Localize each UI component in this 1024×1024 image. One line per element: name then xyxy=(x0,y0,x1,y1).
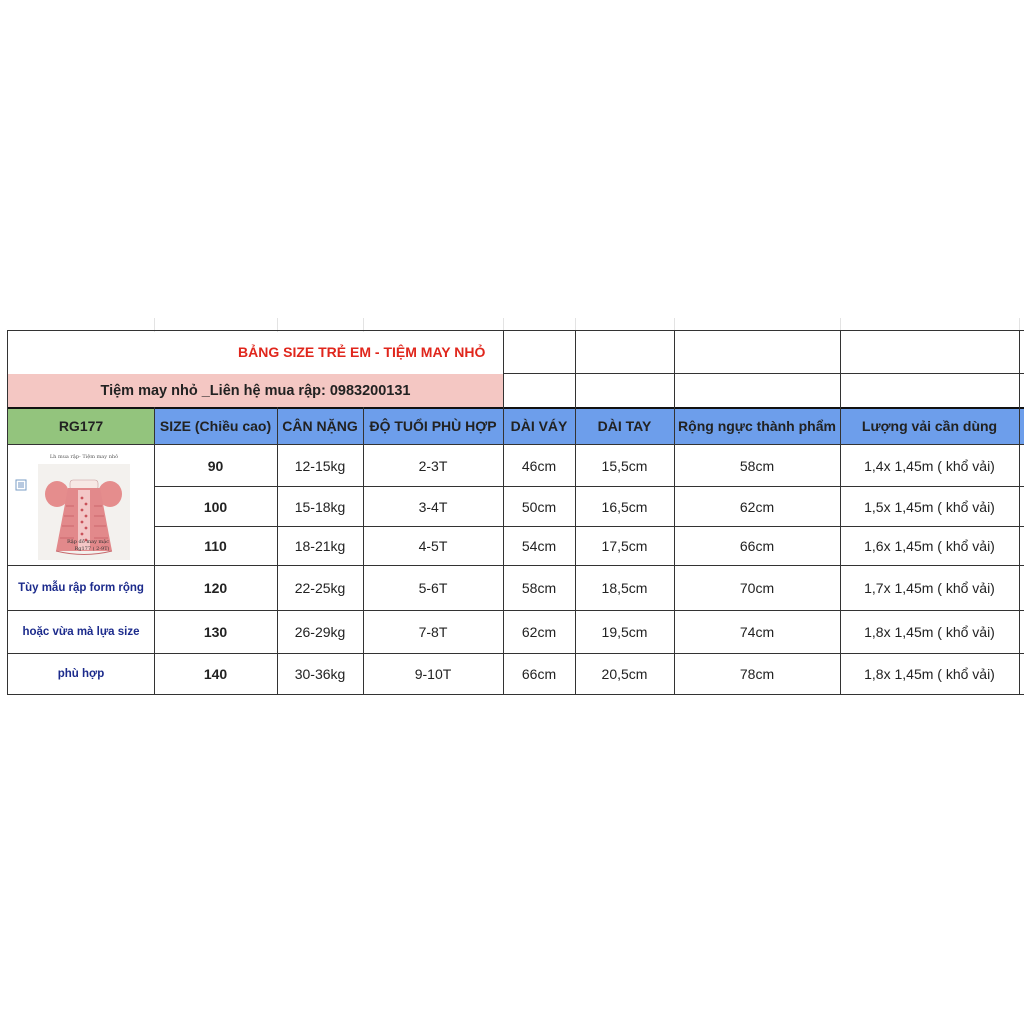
border xyxy=(277,407,278,695)
note-line-3: phù hợp xyxy=(57,668,105,680)
cell-weight[interactable]: 30-36kg xyxy=(294,666,346,682)
note-line-2: hoặc vừa mà lựa size xyxy=(22,626,140,638)
cell-age[interactable]: 7-8T xyxy=(418,624,448,640)
cell-age[interactable]: 9-10T xyxy=(414,666,452,682)
cell-sleeve-length[interactable]: 20,5cm xyxy=(601,666,648,682)
contact-cell[interactable]: Tiệm may nhỏ _Liên hệ mua rập: 0983200131 xyxy=(8,374,503,408)
cell-size[interactable]: 130 xyxy=(203,624,228,640)
cell-weight[interactable]: 18-21kg xyxy=(294,538,346,554)
cell-size[interactable]: 140 xyxy=(203,666,228,682)
cell-sleeve-length[interactable]: 17,5cm xyxy=(601,538,648,554)
cell-dress-length[interactable]: 54cm xyxy=(521,538,557,554)
cell-fabric[interactable]: 1,4x 1,45m ( khổ vải) xyxy=(864,457,995,474)
cell-chest[interactable]: 78cm xyxy=(739,666,775,682)
table-title: BẢNG SIZE TRẺ EM - TIỆM MAY NHỎ xyxy=(238,344,486,360)
border xyxy=(503,330,504,695)
cell-chest[interactable]: 74cm xyxy=(739,624,775,640)
cell-chest[interactable]: 62cm xyxy=(739,498,775,515)
header-size[interactable]: SIZE (Chiều cao) xyxy=(154,408,277,444)
border xyxy=(363,407,364,695)
header-overflow xyxy=(1020,408,1024,444)
border xyxy=(674,330,675,695)
cell-chest[interactable]: 66cm xyxy=(739,538,775,554)
cell-sleeve-length[interactable]: 18,5cm xyxy=(601,580,648,596)
cell-dress-length[interactable]: 50cm xyxy=(521,498,557,515)
border xyxy=(8,407,1024,409)
cell-weight[interactable]: 22-25kg xyxy=(294,580,346,596)
image-caption-code: Rg177 ( 2-9T) xyxy=(74,546,110,552)
border xyxy=(8,610,1024,611)
border xyxy=(8,444,1024,445)
cell-fabric[interactable]: 1,7x 1,45m ( khổ vải) xyxy=(864,580,995,596)
cell-size[interactable]: 90 xyxy=(207,457,224,474)
cell-chest[interactable]: 70cm xyxy=(739,580,775,596)
border xyxy=(8,653,1024,654)
border xyxy=(154,526,1024,527)
cell-weight[interactable]: 15-18kg xyxy=(294,498,346,515)
cell-dress-length[interactable]: 62cm xyxy=(521,624,557,640)
cell-fabric[interactable]: 1,5x 1,45m ( khổ vải) xyxy=(864,498,995,515)
border xyxy=(7,330,8,695)
border xyxy=(154,486,1024,487)
cell-dress-length[interactable]: 66cm xyxy=(521,666,557,682)
header-age[interactable]: ĐỘ TUỔI PHÙ HỢP xyxy=(363,408,503,444)
cell-weight[interactable]: 26-29kg xyxy=(294,624,346,640)
header-fabric[interactable]: Lượng vải cần dùng xyxy=(840,408,1019,444)
border xyxy=(8,694,1024,695)
header-sleeve-length[interactable]: DÀI TAY xyxy=(575,408,674,444)
cell-dress-length[interactable]: 46cm xyxy=(521,457,557,474)
cell-age[interactable]: 4-5T xyxy=(418,538,448,554)
note-line-1: Tùy mẫu rập form rộng xyxy=(18,582,144,594)
product-image xyxy=(8,446,154,564)
product-code[interactable]: RG177 xyxy=(8,408,154,444)
border xyxy=(8,565,1024,566)
cell-fabric[interactable]: 1,8x 1,45m ( khổ vải) xyxy=(864,624,995,640)
cell-size[interactable]: 120 xyxy=(203,580,228,596)
cell-weight[interactable]: 12-15kg xyxy=(294,457,346,474)
image-caption-bottom: Rập đồ may mặc xyxy=(66,539,110,545)
header-weight[interactable]: CÂN NẶNG xyxy=(277,408,363,444)
cell-age[interactable]: 3-4T xyxy=(418,498,448,515)
border xyxy=(8,330,1024,331)
header-chest[interactable]: Rộng ngực thành phẩm xyxy=(674,408,840,444)
border xyxy=(503,373,1024,374)
border xyxy=(840,330,841,695)
cell-chest[interactable]: 58cm xyxy=(739,457,775,474)
cell-size[interactable]: 110 xyxy=(204,538,227,554)
cell-sleeve-length[interactable]: 16,5cm xyxy=(601,498,648,515)
border xyxy=(154,407,155,695)
header-dress-length[interactable]: DÀI VÁY xyxy=(503,408,575,444)
cell-age[interactable]: 5-6T xyxy=(418,580,448,596)
cell-age[interactable]: 2-3T xyxy=(418,457,448,474)
cell-dress-length[interactable]: 58cm xyxy=(521,580,557,596)
cell-sleeve-length[interactable]: 15,5cm xyxy=(601,457,648,474)
border xyxy=(1019,330,1020,695)
image-caption-top: Lh mua rập- Tiệm may nhỏ xyxy=(49,454,119,460)
cell-sleeve-length[interactable]: 19,5cm xyxy=(601,624,648,640)
cell-size[interactable]: 100 xyxy=(203,498,228,515)
cell-fabric[interactable]: 1,6x 1,45m ( khổ vải) xyxy=(864,538,995,554)
cell-fabric[interactable]: 1,8x 1,45m ( khổ vải) xyxy=(864,666,995,682)
border xyxy=(575,330,576,695)
